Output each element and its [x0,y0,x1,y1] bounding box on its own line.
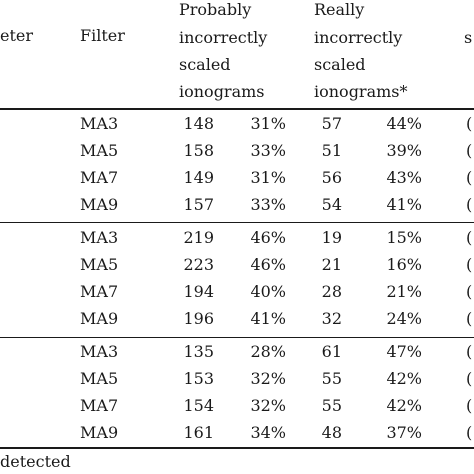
cell-probably-count: 149 [183,168,214,187]
cell-really-percent: 21% [386,282,422,301]
cell-filter: MA5 [80,369,119,388]
cell-really-percent: 42% [386,369,422,388]
cell-filter: MA7 [80,282,119,301]
cell-probably-percent: 31% [250,114,286,133]
cell-really-percent: 15% [386,228,422,247]
cell-right-partial: ( [466,369,473,388]
header-probably-line1: Probably [179,0,252,19]
cell-really-count: 28 [321,282,342,301]
header-rule [0,108,474,110]
cell-probably-count: 135 [183,342,214,361]
cell-probably-percent: 46% [250,255,286,274]
header-parameter: eter [0,26,34,45]
cell-really-count: 48 [321,423,342,442]
cell-right-partial: ( [466,141,473,160]
cell-probably-count: 157 [183,195,214,214]
cell-right-partial: ( [466,195,473,214]
cell-probably-count: 158 [183,141,214,160]
cell-really-count: 61 [321,342,342,361]
cell-really-percent: 41% [386,195,422,214]
cell-really-count: 56 [321,168,342,187]
cell-really-count: 55 [321,369,342,388]
cell-right-partial: ( [466,228,473,247]
cell-filter: MA9 [80,423,119,442]
cell-really-count: 55 [321,396,342,415]
cell-right-partial: ( [466,282,473,301]
cell-really-count: 19 [321,228,342,247]
cell-filter: MA7 [80,396,119,415]
header-really-line3: scaled [314,55,366,74]
cell-probably-count: 154 [183,396,214,415]
cell-probably-percent: 46% [250,228,286,247]
cell-probably-count: 219 [183,228,214,247]
cell-really-count: 32 [321,309,342,328]
cell-filter: MA5 [80,141,119,160]
cell-filter: MA3 [80,228,119,247]
cell-filter: MA5 [80,255,119,274]
header-filter: Filter [80,26,125,45]
bottom-rule [0,447,474,449]
cell-really-percent: 37% [386,423,422,442]
cell-probably-count: 196 [183,309,214,328]
cell-probably-percent: 33% [250,141,286,160]
cell-probably-percent: 31% [250,168,286,187]
cell-really-count: 57 [321,114,342,133]
cell-probably-percent: 32% [250,369,286,388]
group-divider-2 [0,337,474,338]
cell-really-count: 21 [321,255,342,274]
cell-really-count: 54 [321,195,342,214]
cell-really-percent: 42% [386,396,422,415]
header-probably-line4: ionograms [179,82,265,101]
cell-really-percent: 44% [386,114,422,133]
header-really-line4: ionograms* [314,82,408,101]
cell-right-partial: ( [466,309,473,328]
cell-right-partial: ( [466,396,473,415]
cell-probably-percent: 40% [250,282,286,301]
group-divider-1 [0,222,474,223]
cell-really-percent: 24% [386,309,422,328]
cell-filter: MA7 [80,168,119,187]
cell-right-partial: ( [466,255,473,274]
cell-probably-count: 153 [183,369,214,388]
cell-filter: MA3 [80,114,119,133]
header-really-line2: incorrectly [314,28,403,47]
cell-probably-percent: 34% [250,423,286,442]
cell-really-percent: 16% [386,255,422,274]
cell-right-partial: ( [466,423,473,442]
cell-probably-count: 223 [183,255,214,274]
cell-probably-percent: 41% [250,309,286,328]
cell-really-percent: 43% [386,168,422,187]
cell-right-partial: ( [466,168,473,187]
footnote: detected [0,452,71,471]
cell-probably-percent: 33% [250,195,286,214]
cell-probably-percent: 28% [250,342,286,361]
cell-probably-count: 194 [183,282,214,301]
cell-filter: MA9 [80,195,119,214]
cell-right-partial: ( [466,342,473,361]
cell-probably-count: 161 [183,423,214,442]
header-probably-line3: scaled [179,55,231,74]
cell-really-percent: 39% [386,141,422,160]
cell-really-percent: 47% [386,342,422,361]
header-really-line1: Really [314,0,365,19]
header-right-partial: s [464,28,473,47]
cell-probably-percent: 32% [250,396,286,415]
cell-right-partial: ( [466,114,473,133]
cell-filter: MA3 [80,342,119,361]
cell-really-count: 51 [321,141,342,160]
cell-filter: MA9 [80,309,119,328]
header-probably-line2: incorrectly [179,28,268,47]
cell-probably-count: 148 [183,114,214,133]
